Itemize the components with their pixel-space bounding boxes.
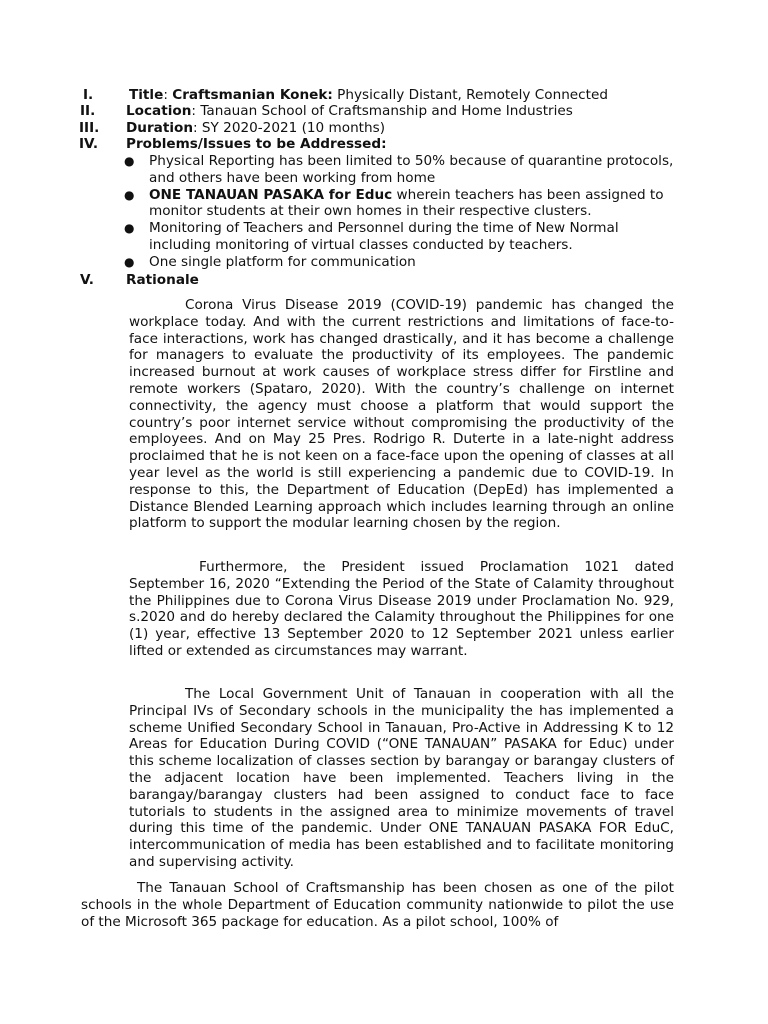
- section-location-line: [126, 103, 573, 120]
- rationale-paragraph-2: Furthermore, the President issued Proclamation 1021 dated September 16, 2020 “Extending the Period of the State of Calamity throughout the Philippines due to Corona Virus Disease 2019 under Proclamation No. 929, s.2020 and do hereby declared the Calamity throughout the Philippines for one (1) year, effective 13 September 2020 to 12 September 2021 unless earlier lifted or extended as circumstances may warrant.: [129, 559, 674, 659]
- rationale-paragraph-3: The Local Government Unit of Tanauan in cooperation with all the Principal IVs of Secondary schools in the municipality the has implemented a scheme Unified Secondary School in Tanauan, Pro-Active in Addressing K to 12 Areas for Education During COVID (“ONE TANAUAN” PASAKA for Educ) under this scheme localization of classes section by barangay or barangay clusters of the adjacent location have been implemented. Teachers living in the barangay/barangay clusters had been assigned to conduct face to face tutorials to students in the assigned area to minimize movements of travel during this time of the pandemic. Under ONE TANAUAN PASAKA FOR EduC, intercommunication of media has been established and to facilitate monitoring and supervising activity.: [129, 686, 674, 870]
- bullet-text: Monitoring of Teachers and Personnel during the time of New Normal including monitoring of virtual classes conducted by teachers.: [149, 220, 619, 253]
- bullet-icon: ●: [124, 154, 135, 168]
- bullet-icon: ●: [124, 187, 135, 202]
- project-name: Craftsmanian Konek:: [172, 87, 333, 103]
- bullet-item: [0, 254, 768, 271]
- project-tagline: Physically Distant, Remotely Connected: [332, 87, 608, 103]
- bullet-item: [0, 153, 768, 187]
- section-label: Location: [126, 103, 192, 119]
- bullet-item: [0, 187, 768, 221]
- label-colon: :: [163, 87, 173, 103]
- section-problems: [0, 136, 768, 153]
- section-number: V.: [80, 272, 94, 288]
- rationale-paragraph-1: Corona Virus Disease 2019 (COVID-19) pandemic has changed the workplace today. And with the current restrictions and limitations of face-to-face interactions, work has changed drastically, and it has become a challenge for managers to evaluate the productivity of its employees. The pandemic increased burnout at work causes of workplace stress differ for Firstline and remote workers (Spataro, 2020). With the country’s challenge on internet connectivity, the agency must choose a platform that would support the country’s poor internet service without compromising the productivity of the employees. And on May 25 Pres. Rodrigo R. Duterte in a late-night address proclaimed that he is not keen on a face-face upon the opening of classes at all year level as the world is still experiencing a pandemic due to COVID-19. In response to this, the Department of Education (DepEd) has implemented a Distance Blended Learning approach which includes learning through an online platform to support the modular learning chosen by the region.: [129, 297, 674, 532]
- problems-bullet-list: [0, 153, 768, 271]
- section-title-line: [129, 87, 608, 104]
- section-rationale: [0, 272, 768, 289]
- section-label: Rationale: [126, 272, 199, 288]
- section-label: Problems/Issues to be Addressed:: [126, 136, 387, 152]
- duration-value: : SY 2020-2021 (10 months): [193, 120, 386, 136]
- section-duration: [0, 120, 768, 137]
- section-location: [0, 103, 768, 120]
- section-number: III.: [79, 120, 100, 136]
- section-number: I.: [83, 87, 94, 103]
- section-number: II.: [80, 103, 96, 119]
- location-value: : Tanauan School of Craftsmanship and Home Industries: [191, 103, 573, 119]
- section-number: IV.: [79, 136, 98, 152]
- section-label: Title: [129, 87, 164, 103]
- bullet-bold: ONE TANAUAN PASAKA for Educ: [149, 186, 393, 203]
- bullet-text: Physical Reporting has been limited to 50% because of quarantine protocols, and others have been working from home: [149, 153, 674, 186]
- bullet-text: wherein teachers has been assigned to monitor students at their own homes in their respective clusters.: [149, 186, 664, 220]
- bullet-icon: ●: [124, 221, 135, 236]
- section-title: [0, 87, 768, 104]
- bullet-text: One single platform for communication: [149, 253, 416, 270]
- section-duration-line: [126, 120, 385, 137]
- section-label: Duration: [126, 120, 194, 136]
- bullet-icon: ●: [124, 254, 135, 269]
- rationale-paragraph-4: The Tanauan School of Craftsmanship has been chosen as one of the pilot schools in the whole Department of Education community nationwide to pilot the use of the Microsoft 365 package for education. As a pilot school, 100% of: [81, 880, 674, 930]
- bullet-item: [0, 220, 768, 254]
